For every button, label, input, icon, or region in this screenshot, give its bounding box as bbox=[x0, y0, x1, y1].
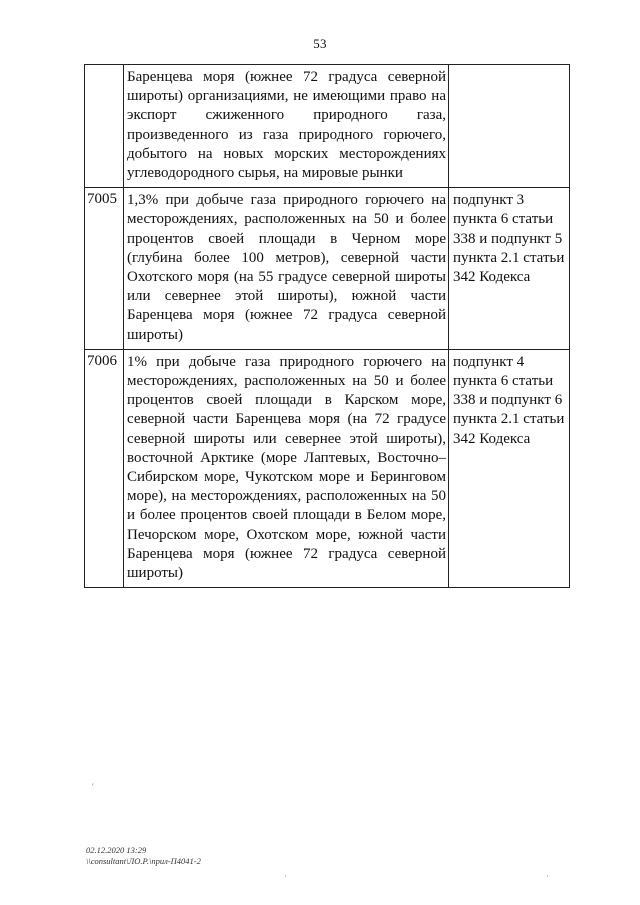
description-line: 1% при добыче газа природного горючего на bbox=[127, 353, 446, 370]
code-cell bbox=[85, 65, 124, 188]
document-footer bbox=[86, 845, 201, 867]
description-line: широты) bbox=[127, 565, 184, 582]
description-line: восточной Арктике (море Лаптевых, Восточно– bbox=[127, 449, 446, 466]
reference-line: 342 Кодекса bbox=[453, 269, 531, 286]
description-line: произведенного из газа природного горючего, bbox=[127, 126, 446, 143]
description-line: углеводородного сырья, на мировые рынки bbox=[127, 165, 403, 182]
reference-line: подпункт 3 bbox=[453, 192, 525, 209]
description-line: Печорском море, Охотском море, южной части bbox=[127, 526, 446, 543]
scan-speck: · bbox=[284, 871, 287, 881]
table-row bbox=[85, 188, 570, 350]
description-line: широты) организациями, не имеющими право на bbox=[127, 88, 446, 105]
code-cell: 7006 bbox=[85, 349, 124, 587]
description-cell bbox=[124, 65, 449, 188]
description-line: Охотского моря (на 55 градусе северной широты bbox=[127, 269, 446, 286]
description-line: Сибирском море, Чукотском море и Беринговом bbox=[127, 469, 446, 486]
reference-line: пункта 6 статьи bbox=[453, 373, 554, 390]
reference-cell bbox=[449, 188, 570, 350]
description-line: и более процентов своей площади в Белом море, bbox=[127, 507, 446, 524]
description-line: процентов своей площади в Карском море, bbox=[127, 392, 446, 409]
description-line: море), на месторождениях, расположенных на 50 bbox=[127, 488, 446, 505]
description-line: Баренцева моря (южнее 72 градуса северной bbox=[127, 69, 446, 85]
page-number: 53 bbox=[313, 36, 327, 51]
scan-speck: · bbox=[546, 871, 549, 881]
table-row bbox=[85, 65, 570, 188]
description-line: или севернее этой широты), южной части bbox=[127, 288, 446, 305]
reference-line: пункта 6 статьи bbox=[453, 211, 554, 228]
description-cell bbox=[124, 188, 449, 350]
reference-line: подпункт 4 bbox=[453, 353, 525, 370]
description-line: месторождениях, расположенных на 50 и более bbox=[127, 211, 446, 228]
description-line: Баренцева моря (южнее 72 градуса северной bbox=[127, 545, 446, 562]
reference-cell bbox=[449, 65, 570, 188]
tax-codes-table bbox=[84, 64, 570, 588]
table-row bbox=[85, 349, 570, 587]
reference-line: пункта 2.1 статьи bbox=[453, 249, 565, 266]
scan-speck: ' bbox=[92, 782, 94, 792]
description-line: добытого на новых морских месторождениях bbox=[127, 145, 446, 162]
reference-line: 342 Кодекса bbox=[453, 430, 531, 447]
code-cell: 7005 bbox=[85, 188, 124, 350]
table-body bbox=[85, 65, 570, 588]
description-line: северной части Баренцева моря (на 72 градусе bbox=[127, 411, 446, 428]
reference-cell bbox=[449, 349, 570, 587]
description-line: северной широты или севернее этой широты), bbox=[127, 430, 446, 447]
description-line: 1,3% при добыче газа природного горючего на bbox=[127, 192, 446, 209]
footer-filepath: \\consultant\ЛО.Р.\прил-П4041-2 bbox=[86, 856, 201, 866]
description-line: месторождениях, расположенных на 50 и более bbox=[127, 373, 446, 390]
description-line: широты) bbox=[127, 326, 184, 343]
description-line: экспорт сжиженного природного газа, bbox=[127, 107, 446, 124]
description-line: Баренцева моря (южнее 72 градуса северной bbox=[127, 307, 446, 324]
description-cell bbox=[124, 349, 449, 587]
description-line: процентов своей площади в Черном море bbox=[127, 230, 446, 247]
description-line: (глубина более 100 метров), северной части bbox=[127, 249, 446, 266]
reference-line: 338 и подпункт 6 bbox=[453, 392, 563, 409]
reference-line: пункта 2.1 статьи bbox=[453, 411, 565, 428]
footer-timestamp: 02.12.2020 13:29 bbox=[86, 845, 147, 855]
reference-line: 338 и подпункт 5 bbox=[453, 230, 563, 247]
